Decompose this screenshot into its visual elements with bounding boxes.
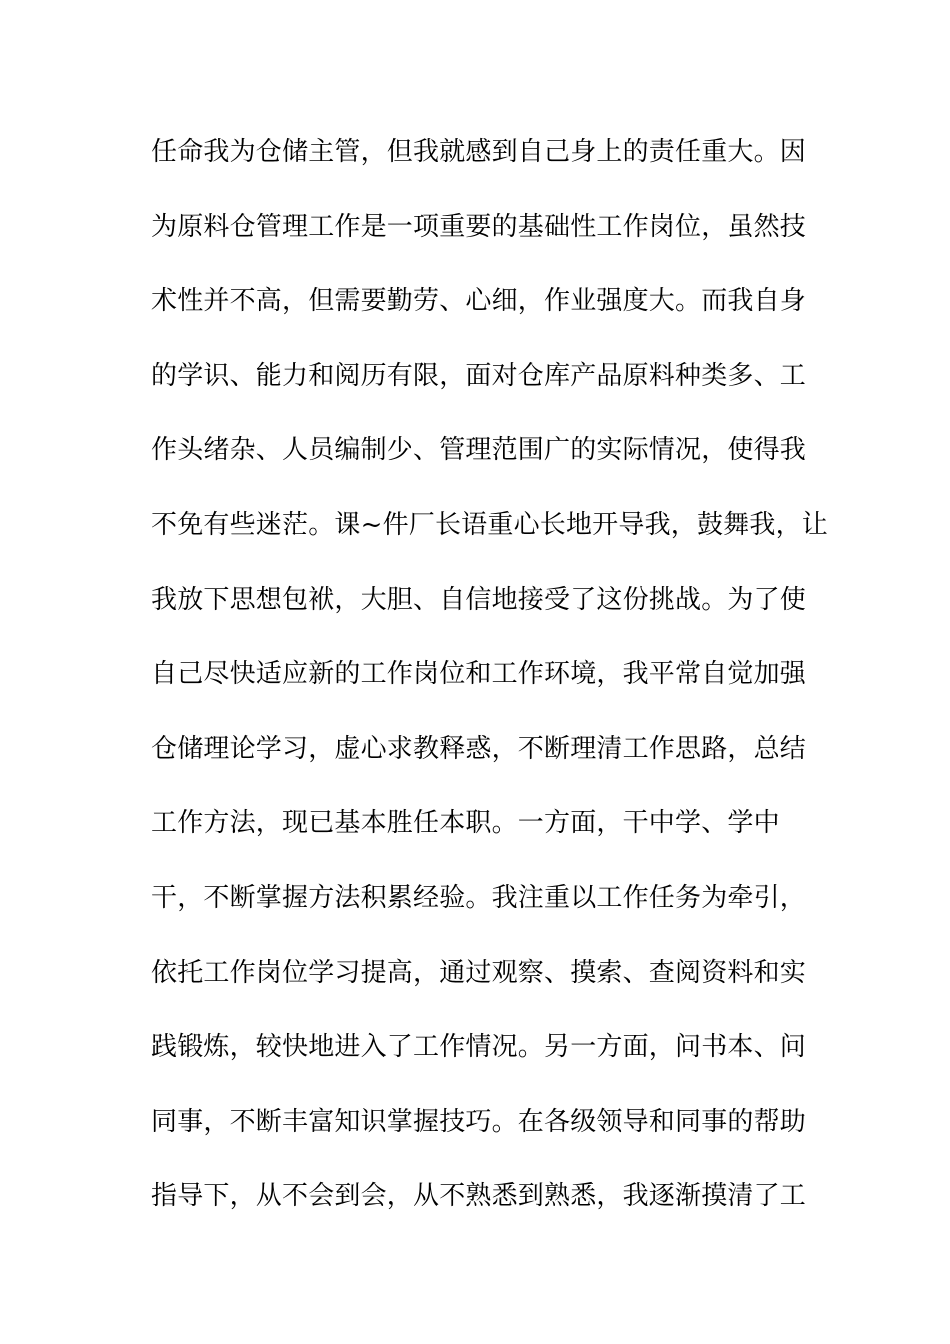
text-line: 同事，不断丰富知识掌握技巧。在各级领导和同事的帮助 xyxy=(151,1106,807,1137)
text-line: 的学识、能力和阅历有限，面对仓库产品原料种类多、工 xyxy=(151,360,807,391)
text-line: 作头绪杂、人员编制少、管理范围广的实际情况，使得我 xyxy=(151,435,807,466)
text-line: 自己尽快适应新的工作岗位和工作环境，我平常自觉加强 xyxy=(151,659,807,690)
text-line: 我放下思想包袱，大胆、自信地接受了这份挑战。为了使 xyxy=(151,584,807,615)
text-line: 任命我为仓储主管，但我就感到自己身上的责任重大。因 xyxy=(151,137,807,167)
text-line: 践锻炼，较快地进入了工作情况。另一方面，问书本、问 xyxy=(151,1032,807,1063)
text-line: 指导下，从不会到会，从不熟悉到熟悉，我逐渐摸清了工 xyxy=(151,1181,807,1212)
text-line: 仓储理论学习，虚心求教释惑，不断理清工作思路，总结 xyxy=(151,733,807,764)
text-line: 为原料仓管理工作是一项重要的基础性工作岗位，虽然技 xyxy=(151,211,807,242)
text-line: 术性并不高，但需要勤劳、心细，作业强度大。而我自身 xyxy=(151,286,807,317)
text-line: 干，不断掌握方法积累经验。我注重以工作任务为牵引， xyxy=(151,882,807,913)
text-line: 依托工作岗位学习提高，通过观察、摸索、查阅资料和实 xyxy=(151,957,807,988)
text-line: 工作方法，现已基本胜任本职。一方面，干中学、学中 xyxy=(151,808,780,839)
text-line: 不免有些迷茫。课~件厂长语重心长地开导我，鼓舞我，让 xyxy=(151,509,828,540)
body-paragraph xyxy=(151,130,828,1249)
